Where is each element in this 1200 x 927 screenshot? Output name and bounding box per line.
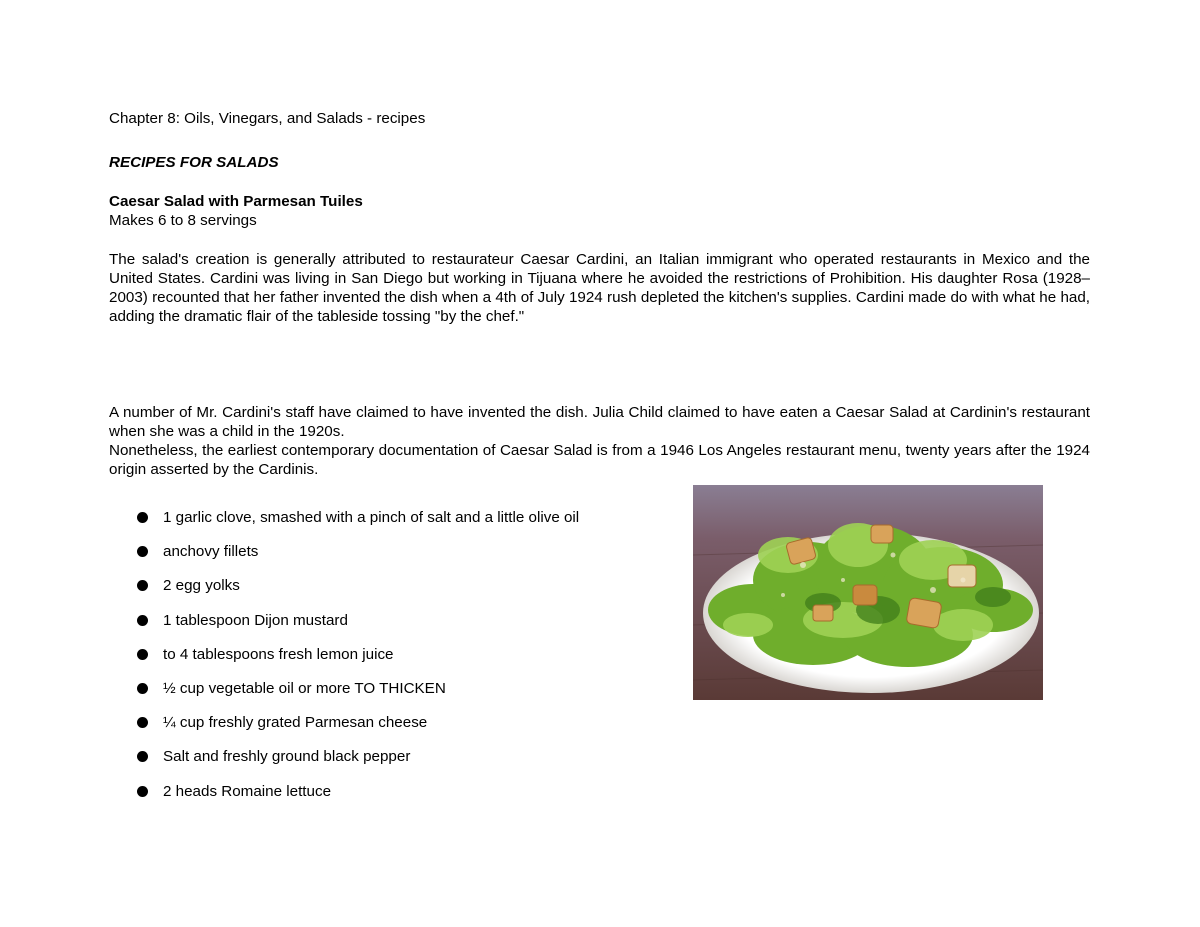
history-paragraph: The salad's creation is generally attributed to restaurateur Caesar Cardini, an Italian immigrant who operated restaurants in Mexico and the United States. Cardini was living in San Diego but working in Tijuana where he avoided the restrictions of Prohibition. His daughter Rosa (1928–2003) recounted that her father invented the dish when a 4th of July 1924 rush depleted the kitchen's supplies. Cardini made do with what he had, adding the dramatic flair of the tableside tossing "by the chef.": [109, 251, 1090, 325]
ingredient-text: 2 egg yolks: [163, 577, 240, 595]
ingredient-text: 1 garlic clove, smashed with a pinch of salt and a little olive oil: [163, 509, 580, 526]
list-item: [134, 542, 579, 576]
list-item: [134, 713, 579, 747]
ingredient-text: ¼ cup freshly grated Parmesan cheese: [163, 714, 428, 732]
bullet-icon: [137, 512, 148, 523]
bullet-icon: [137, 546, 148, 557]
recipe-title: Caesar Salad with Parmesan Tuiles: [109, 193, 363, 210]
ingredient-text: anchovy fillets: [163, 543, 259, 561]
list-item: [134, 576, 579, 610]
caesar-salad-photo: [693, 485, 1043, 700]
chapter-heading: Chapter 8: Oils, Vinegars, and Salads - recipes: [109, 110, 426, 127]
bullet-icon: [137, 683, 148, 694]
ingredient-text: to 4 tablespoons fresh lemon juice: [163, 645, 394, 663]
ingredient-list: [134, 508, 579, 816]
ingredient-text: ½ cup vegetable oil or more TO THICKEN: [163, 679, 446, 697]
ingredient-text: 1 tablespoon Dijon mustard: [163, 611, 348, 629]
section-heading: RECIPES FOR SALADS: [109, 154, 279, 171]
list-item: [134, 782, 579, 816]
bullet-icon: [137, 751, 148, 762]
bullet-icon: [137, 649, 148, 660]
list-item: [134, 679, 579, 713]
list-item: [134, 645, 579, 679]
bullet-icon: [137, 717, 148, 728]
recipe-servings: Makes 6 to 8 servings: [109, 212, 257, 229]
staff-claims-paragraph: A number of Mr. Cardini's staff have claimed to have invented the dish. Julia Child claimed to have eaten a Caesar Salad at Cardinin's restaurant when she was a child in the 1920s.: [109, 404, 1090, 440]
list-item: [134, 611, 579, 645]
list-item: [134, 508, 579, 542]
list-item: [134, 747, 579, 781]
bullet-icon: [137, 615, 148, 626]
bullet-icon: [137, 786, 148, 797]
ingredient-text: 2 heads Romaine lettuce: [163, 782, 332, 800]
ingredient-text: Salt and freshly ground black pepper: [163, 748, 411, 766]
documentation-paragraph: Nonetheless, the earliest contemporary documentation of Caesar Salad is from a 1946 Los Angeles restaurant menu, twenty years after the 1924 origin asserted by the Cardinis.: [109, 442, 1090, 478]
bullet-icon: [137, 580, 148, 591]
